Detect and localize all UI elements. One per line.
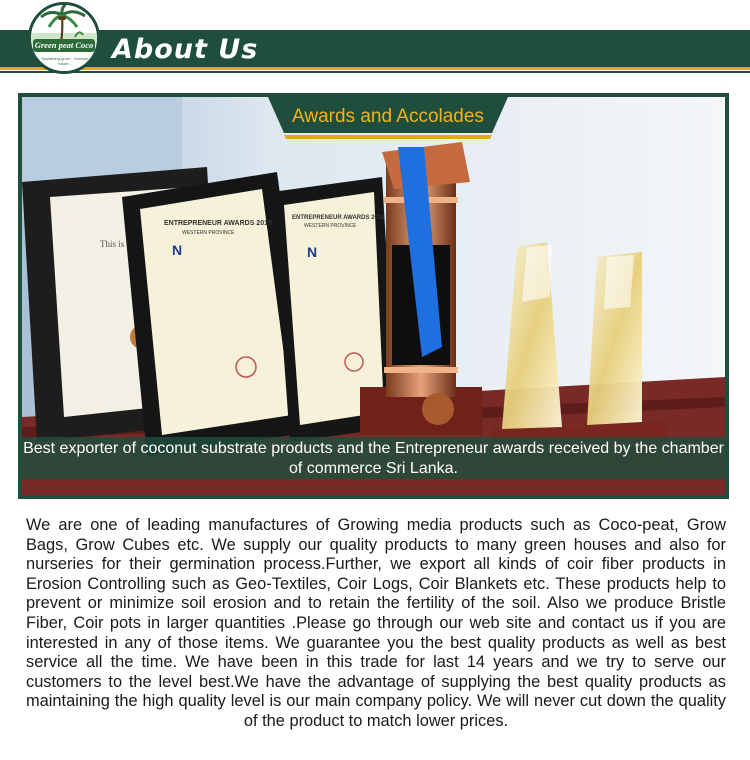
svg-text:ENTREPRENEUR AWARDS 2018: ENTREPRENEUR AWARDS 2018 [292, 215, 385, 221]
logo-brand-text: Green peat Coco [34, 40, 94, 50]
svg-text:N: N [307, 244, 318, 260]
company-logo[interactable] [28, 2, 100, 74]
photo-caption: Best exporter of coconut substrate products and the Entrepreneur awards received by the chamber of commerce Sri Lanka. [23, 440, 724, 477]
svg-text:WESTERN PROVINCE: WESTERN PROVINCE [182, 230, 235, 236]
section-heading: Awards and Accolades [292, 106, 484, 127]
awards-photo-frame [18, 93, 729, 499]
awards-photo [22, 97, 725, 495]
svg-text:WESTERN PROVINCE: WESTERN PROVINCE [304, 223, 357, 229]
logo-tagline: Sustaining grow... Greener future... [41, 56, 89, 66]
about-paragraph: We are one of leading manufactures of Growing media products such as Coco-peat, Grow Bags, Grow Cubes etc. We supply our quality products to many green houses and also for nurseries for their germination process.Further, we export all kinds of coir fiber products in Erosion Controlling such as Geo-Textiles, Coir Logs, Coir Blankets etc. These products help to prevent or minimize soil erosion and to retain the fertility of the soil. Also we produce Bristle Fiber, Coir pots in larger quantities .Please go through our web site and contact us if you are interested in any of those items. We guarantee you the best quality products as well as best service all the time. We have been in this trade for last 14 years and we try to serve our customers to the level best.We have the advantage of supplying the best quality products as maintaining the high quality level is our main company policy. We will never cut down the quality of the product to match lower prices. [26, 516, 726, 730]
svg-text:This is: This is [100, 239, 125, 249]
page-title: About Us [112, 34, 259, 65]
svg-text:ENTREPRENEUR AWARDS 2018: ENTREPRENEUR AWARDS 2018 [164, 220, 272, 227]
svg-text:N: N [172, 242, 183, 258]
